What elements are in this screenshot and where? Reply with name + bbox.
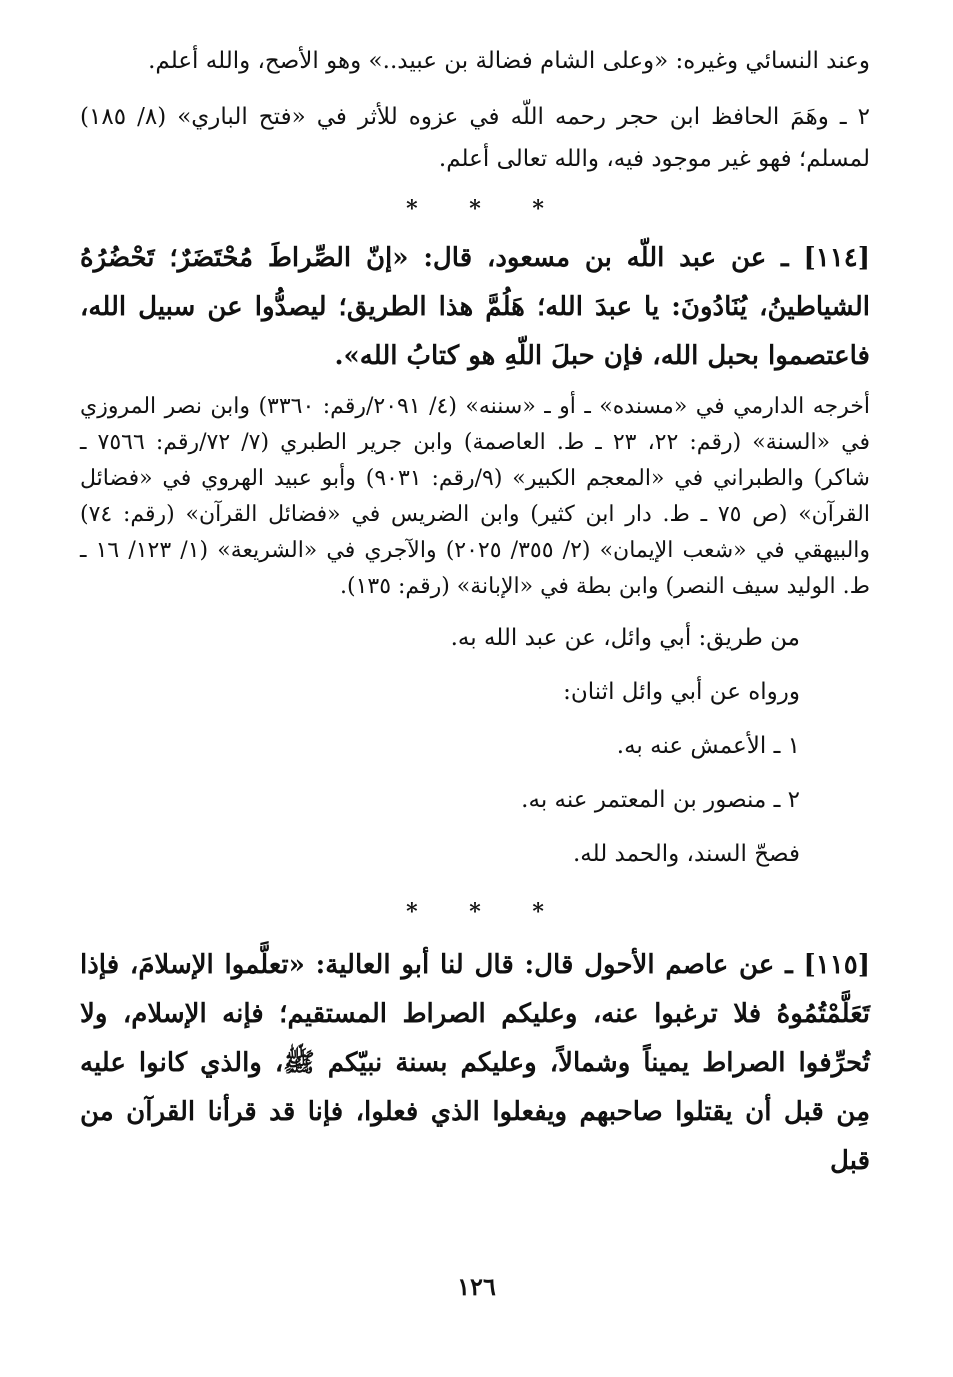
chain-line-5: فصحّ السند، والحمد لله. [572,841,800,867]
footnote-2: ٢ ـ وهَمَ الحافظ ابن حجر رحمه اللّه في عزوه للأثر في «فتح الباري» (٨/ ١٨٥) لمسلم؛ فهو غير موجود فيه، والله تعالى أعلم. [80,104,870,172]
book-page [80,40,870,1186]
section-separator: * * * [406,196,566,222]
chain-line-3: ١ ـ الأعمش عنه به. [616,733,800,759]
chain-line-2: ورواه عن أبي وائل اثنان: [563,679,800,705]
hadith-115-text: [١١٥] ـ عن عاصم الأحول قال: قال لنا أبو العالية: «تعلَّموا الإسلامَ، فإذا تَعَلَّمْتُمُوهُ فلا ترغبوا عنه، وعليكم الصراط المستقيم؛ فإنه الإسلام، ولا تُحرِّفوا الصراط يميناً وشمالاً، وعليكم بسنة نبيّكم ﷺ، والذي كانوا عليه مِن قبل أن يقتلوا صاحبهم ويفعلوا الذي فعلوا، فإنا قد قرأنا القرآن من قبل [80,950,870,1176]
section-separator-2: * * * [406,899,566,925]
hadith-114-takhrij: أخرجه الدارمي في «مسنده» ـ أو ـ «سننه» (٤/ ٢٠٩١/رقم: ٣٣٦٠) وابن نصر المروزي في «السنة» (رقم: ٢٢، ٢٣ ـ ط. العاصمة) وابن جرير الطبري (٧/ ٧٢/رقم: ٧٥٦٦ ـ شاكر) والطبراني في «المعجم الكبير» (٩/رقم: ٩٠٣١) وأبو عبيد الهروي في «فضائل القرآن» (ص ٧٥ ـ ط. دار ابن كثير) وابن الضريس في «فضائل القرآن» (رقم: ٧٤) والبيهقي في «شعب الإيمان» (٢/ ٣٥٥/ ٢٠٢٥) والآجري في «الشريعة» (١/ ١٢٣/ ١٦ ـ ط. الوليد سيف النصر) وابن بطة في «الإبانة» (رقم: ١٣٥). [80,394,871,599]
chain-line-1: من طريق: أبي وائل، عن عبد الله به. [450,625,800,651]
page-number: ١٢٦ [457,1272,496,1301]
hadith-114-text: [١١٤] ـ عن عبد اللّه بن مسعود، قال: «إنّ الصِّراطَ مُحْتَضَرٌ؛ تَحْضُرُهُ الشياطينُ، يُنَادُونَ: يا عبدَ الله؛ هَلُمَّ هذا الطريق؛ ليصدُّوا عن سبيل الله، فاعتصموا بحبل الله، فإن حبلَ اللّهِ هو كتابُ الله». [80,243,870,371]
chain-line-4: ٢ ـ منصور بن المعتمر عنه به. [521,787,800,813]
footnote-continuation: وعند النسائي وغيره: «وعلى الشام فضالة بن عبيد..» وهو الأصح، والله أعلم. [148,48,870,74]
